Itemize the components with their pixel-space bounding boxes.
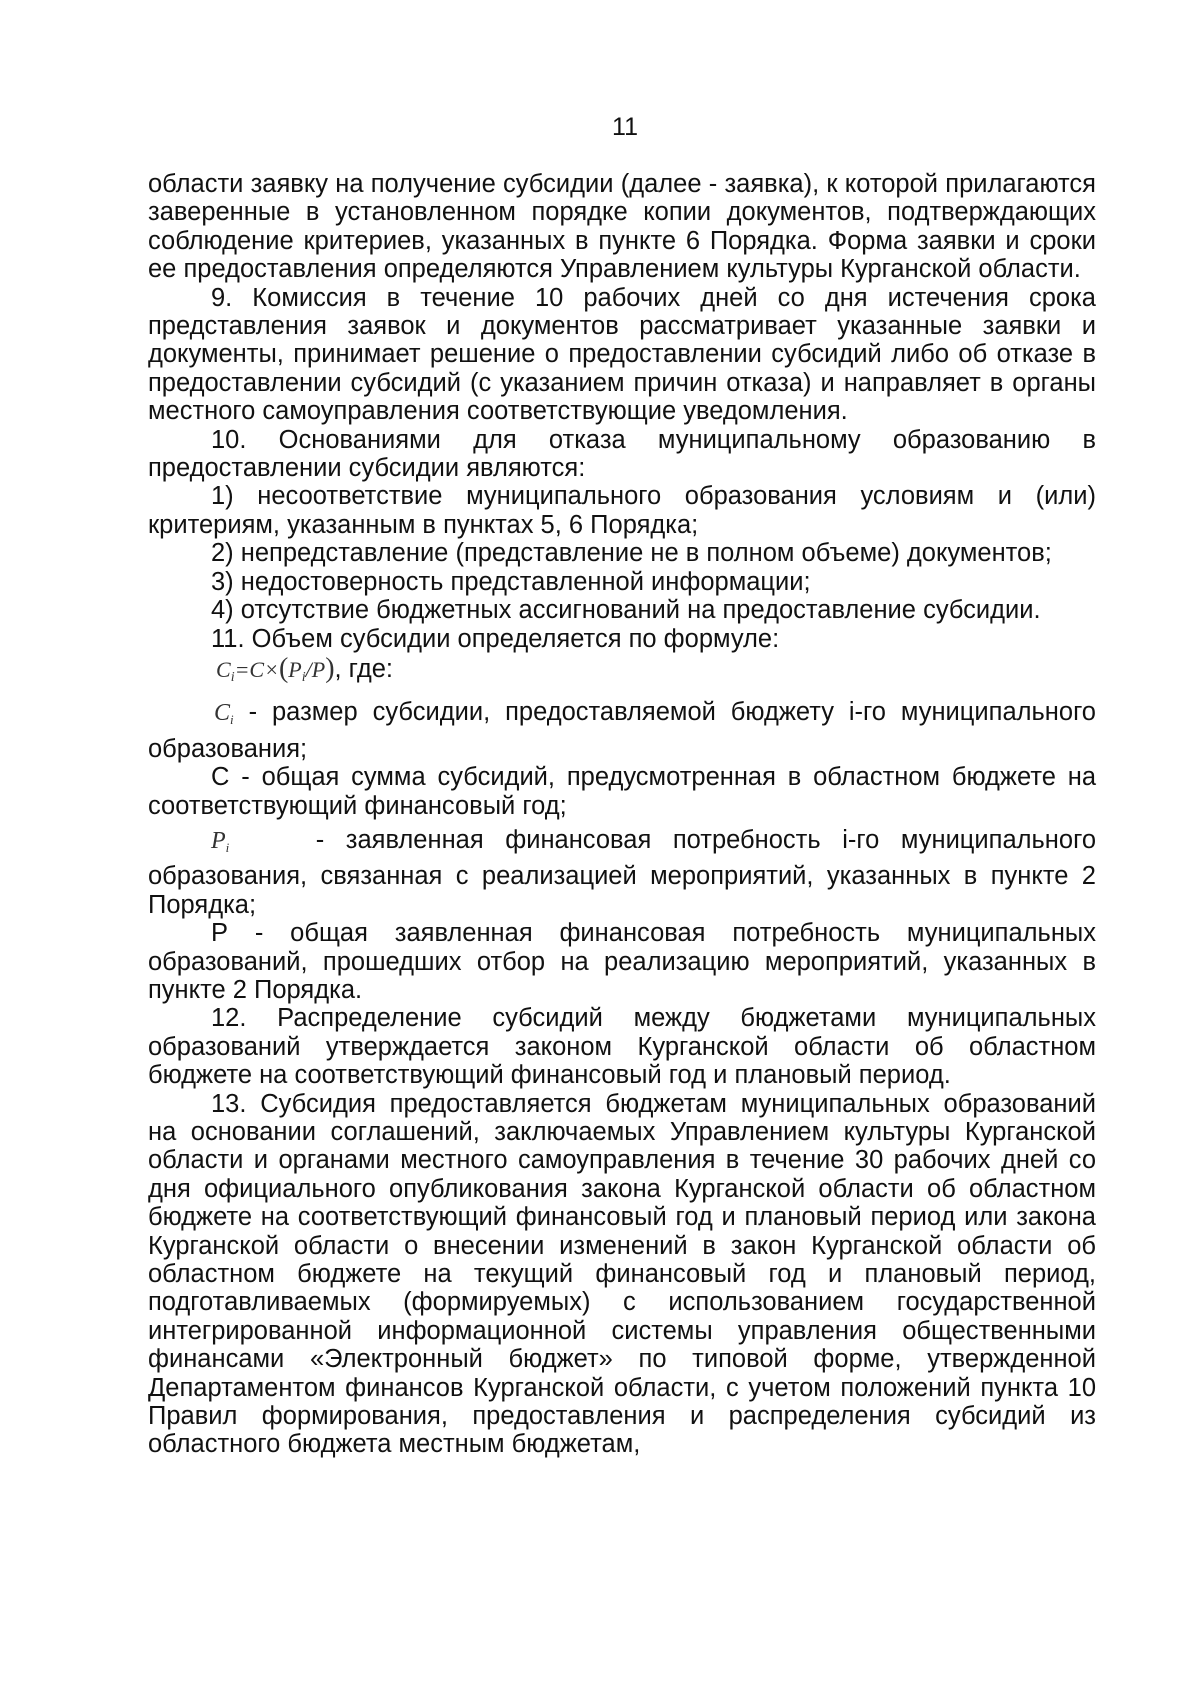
- list-item-3: 3) недостоверность представленной информации;: [211, 567, 811, 596]
- definition-pi: $P_i$ - заявленная финансовая потребность i-го муниципального образования, связанная с реализацией мероприятий, указанных в пункте 2 Порядка;: [148, 825, 1096, 919]
- paragraph-10: 10. Основаниями для отказа муниципальному образованию в предоставлении субсидии являются:: [148, 425, 1096, 483]
- formula-line: [148, 652, 1096, 692]
- paragraph-9: 9. Комиссия в течение 10 рабочих дней со дня истечения срока представления заявок и документов рассматривает указанные заявки и документы, принимает решение о предоставлении субсидий либо об отказе в предоставлении субсидий (с указанием причин отказа) и направляет в органы местного самоуправления соответствующие уведомления.: [148, 283, 1096, 426]
- paragraph-continuation: области заявку на получение субсидии (далее - заявка), к которой прилагаются заверенные в установленном порядке копии документов, подтверждающих соблюдение критериев, указанных в пункте 6 Порядка. Форма заявки и сроки ее предоставления определяются Управлением культуры Курганской области.: [148, 170, 1096, 284]
- document-body: [148, 170, 1096, 1459]
- formula-suffix: , где:: [334, 654, 393, 683]
- paragraph-11: 11. Объем субсидии определяется по формуле:: [211, 624, 780, 653]
- symbol-pi: $P_i$: [211, 827, 230, 855]
- symbol-ci: $C_i$: [214, 700, 234, 728]
- paragraph-13: 13. Субсидия предоставляется бюджетам муниципальных образований на основании соглашений, заключаемых Управлением культуры Курганской области и органами местного самоуправления в течение 30 рабочих дней со дня официального опубликования закона Курганской области об областном бюджете на соответствующий финансовый год и плановый период или закона Курганской области о внесении изменений в закон Курганской области об областном бюджете на текущий финансовый год и плановый период, подготавливаемых (формируемых) с использованием государственной интегрированной информационной системы управления общественными финансами «Электронный бюджет» по типовой форме, утвержденной Департаментом финансов Курганской области, с учетом положений пункта 10 Правил формирования, предоставления и распределения субсидий из областного бюджета местным бюджетам,: [148, 1089, 1096, 1459]
- definition-c: С - общая сумма субсидий, предусмотренная в областном бюджете на соответствующий финансовый год;: [148, 763, 1096, 820]
- subsidy-formula: $C_i=C\times(P_i/P)$: [216, 652, 335, 685]
- definition-ci: $C_i$ - размер субсидии, предоставляемой бюджету i-го муниципального образования;: [148, 698, 1096, 763]
- paragraph-12: 12. Распределение субсидий между бюджетами муниципальных образований утверждается законом Курганской области об областном бюджете на соответствующий финансовый год и плановый период.: [148, 1004, 1096, 1090]
- definition-p: Р - общая заявленная финансовая потребность муниципальных образований, прошедших отбор на реализацию мероприятий, указанных в пункте 2 Порядка.: [148, 919, 1096, 1004]
- list-item-4: 4) отсутствие бюджетных ассигнований на предоставление субсидии.: [211, 596, 1041, 625]
- list-item-2: 2) непредставление (представление не в полном объеме) документов;: [211, 539, 1052, 568]
- list-item-1: 1) несоответствие муниципального образования условиям и (или) критериям, указанным в пунктах 5, 6 Порядка;: [148, 482, 1096, 539]
- page-number: 11: [612, 113, 638, 141]
